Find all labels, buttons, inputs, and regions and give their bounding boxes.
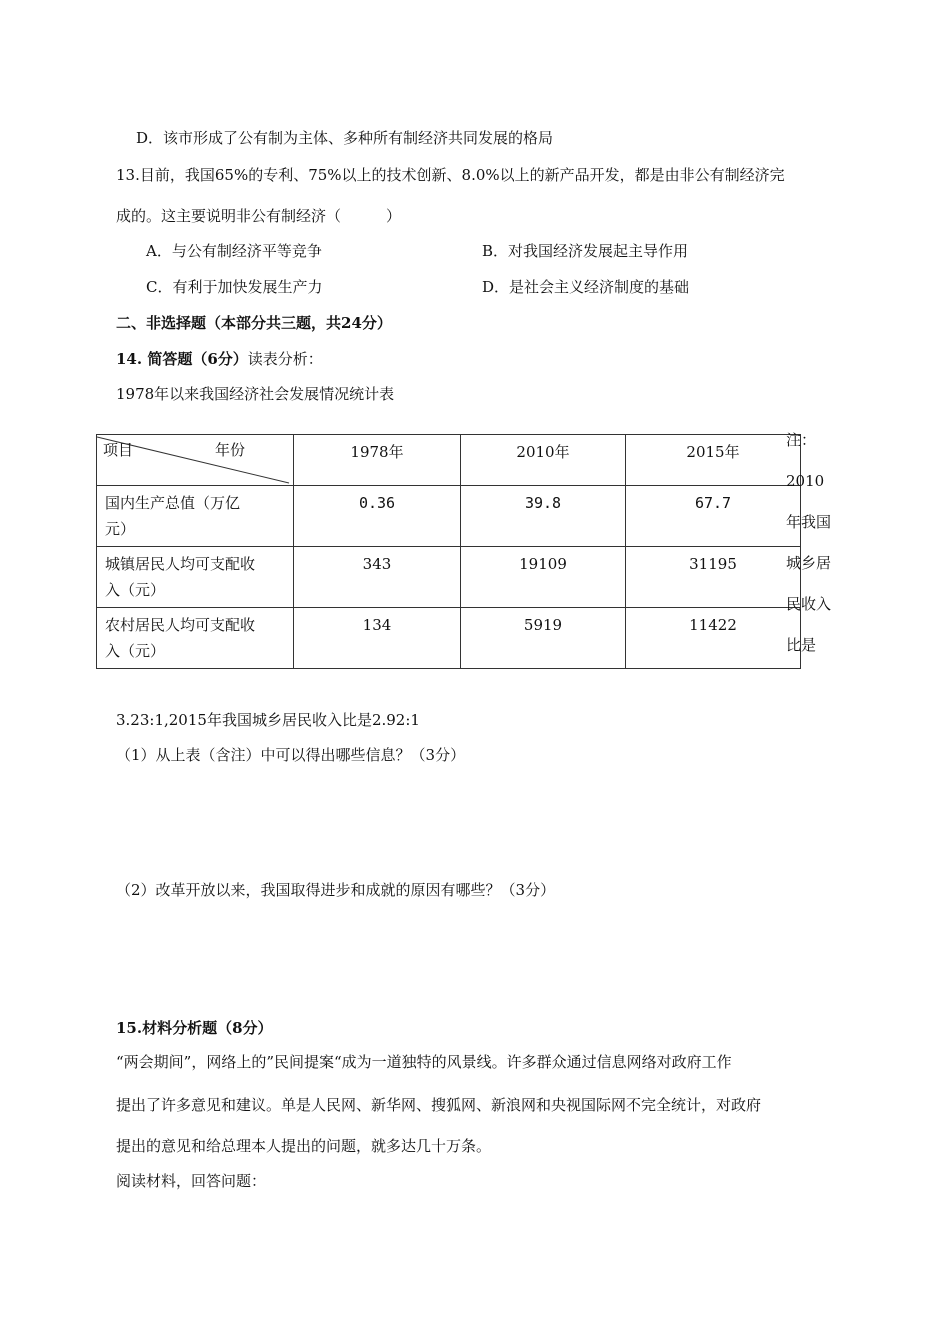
note-line: 注： — [786, 431, 817, 449]
note-continuation: 3.23:1,2015年我国城乡居民收入比是2.92:1 — [116, 711, 420, 729]
cell-value: 39.8 — [461, 486, 626, 547]
header-year-1978: 1978年 — [294, 435, 461, 486]
cell-value: 5919 — [461, 608, 626, 669]
q13-option-b: B．对我国经济发展起主导作用 — [482, 242, 689, 260]
q13-option-a: A．与公有制经济平等竞争 — [146, 242, 322, 260]
note-line: 2010 — [786, 472, 825, 490]
note-line: 比是 — [786, 636, 817, 654]
cell-value: 67.7 — [626, 486, 801, 547]
statistics-table — [96, 434, 801, 669]
table-note — [786, 420, 846, 666]
table-row — [97, 547, 801, 608]
header-year-2010: 2010年 — [461, 435, 626, 486]
row-label: 农村居民人均可支配收 入（元） — [97, 608, 294, 669]
diagonal-header-cell — [97, 435, 294, 486]
q14-title-rest: 读表分析： — [247, 350, 323, 368]
q15-para-line2: 提出了许多意见和建议。单是人民网、新华网、搜狐网、新浪网和央视国际网不完全统计，对政府 — [116, 1096, 762, 1114]
cell-value: 19109 — [461, 547, 626, 608]
q13-option-d: D．是社会主义经济制度的基础 — [482, 278, 690, 296]
q12-option-d: D．该市形成了公有制为主体、多种所有制经济共同发展的格局 — [136, 129, 554, 147]
section2-title: 二、非选择题（本部分共三题，共24分） — [116, 314, 392, 332]
cell-value: 11422 — [626, 608, 801, 669]
table-row — [97, 608, 801, 669]
header-item: 项目 — [103, 441, 134, 459]
q14-sub1: （1）从上表（含注）中可以得出哪些信息？（3分） — [116, 746, 466, 764]
header-year: 年份 — [215, 441, 246, 459]
q14-title — [116, 349, 323, 369]
table-header-row — [97, 435, 801, 486]
table-caption: 1978年以来我国经济社会发展情况统计表 — [116, 385, 395, 403]
cell-value: 134 — [294, 608, 461, 669]
q15-title: 15.材料分析题（8分） — [116, 1019, 273, 1037]
q13-stem-line1: 13.目前，我国65%的专利、75%以上的技术创新、8.0%以上的新产品开发，都是由非公有制经济完 — [116, 166, 785, 184]
cell-value: 0.36 — [294, 486, 461, 547]
header-year-2015: 2015年 — [626, 435, 801, 486]
q15-instruction: 阅读材料，回答问题： — [116, 1172, 267, 1190]
table-row — [97, 486, 801, 547]
q15-para-line3: 提出的意见和给总理本人提出的问题，就多达几十万条。 — [116, 1137, 492, 1155]
note-line: 民收入 — [786, 595, 832, 613]
q14-sub2: （2）改革开放以来，我国取得进步和成就的原因有哪些？（3分） — [116, 881, 556, 899]
q14-title-bold: 14. 简答题（6分） — [116, 350, 248, 368]
cell-value: 343 — [294, 547, 461, 608]
q13-option-c: C．有利于加快发展生产力 — [146, 278, 323, 296]
row-label: 城镇居民人均可支配收 入（元） — [97, 547, 294, 608]
q15-para-line1: “两会期间”，网络上的”民间提案“成为一道独特的风景线。许多群众通过信息网络对政府工作 — [116, 1053, 732, 1071]
cell-value: 31195 — [626, 547, 801, 608]
q13-stem-line2: 成的。这主要说明非公有制经济（ ） — [116, 207, 402, 225]
row-label: 国内生产总值（万亿 元） — [97, 486, 294, 547]
note-line: 年我国 — [786, 513, 832, 531]
note-line: 城乡居 — [786, 554, 832, 572]
